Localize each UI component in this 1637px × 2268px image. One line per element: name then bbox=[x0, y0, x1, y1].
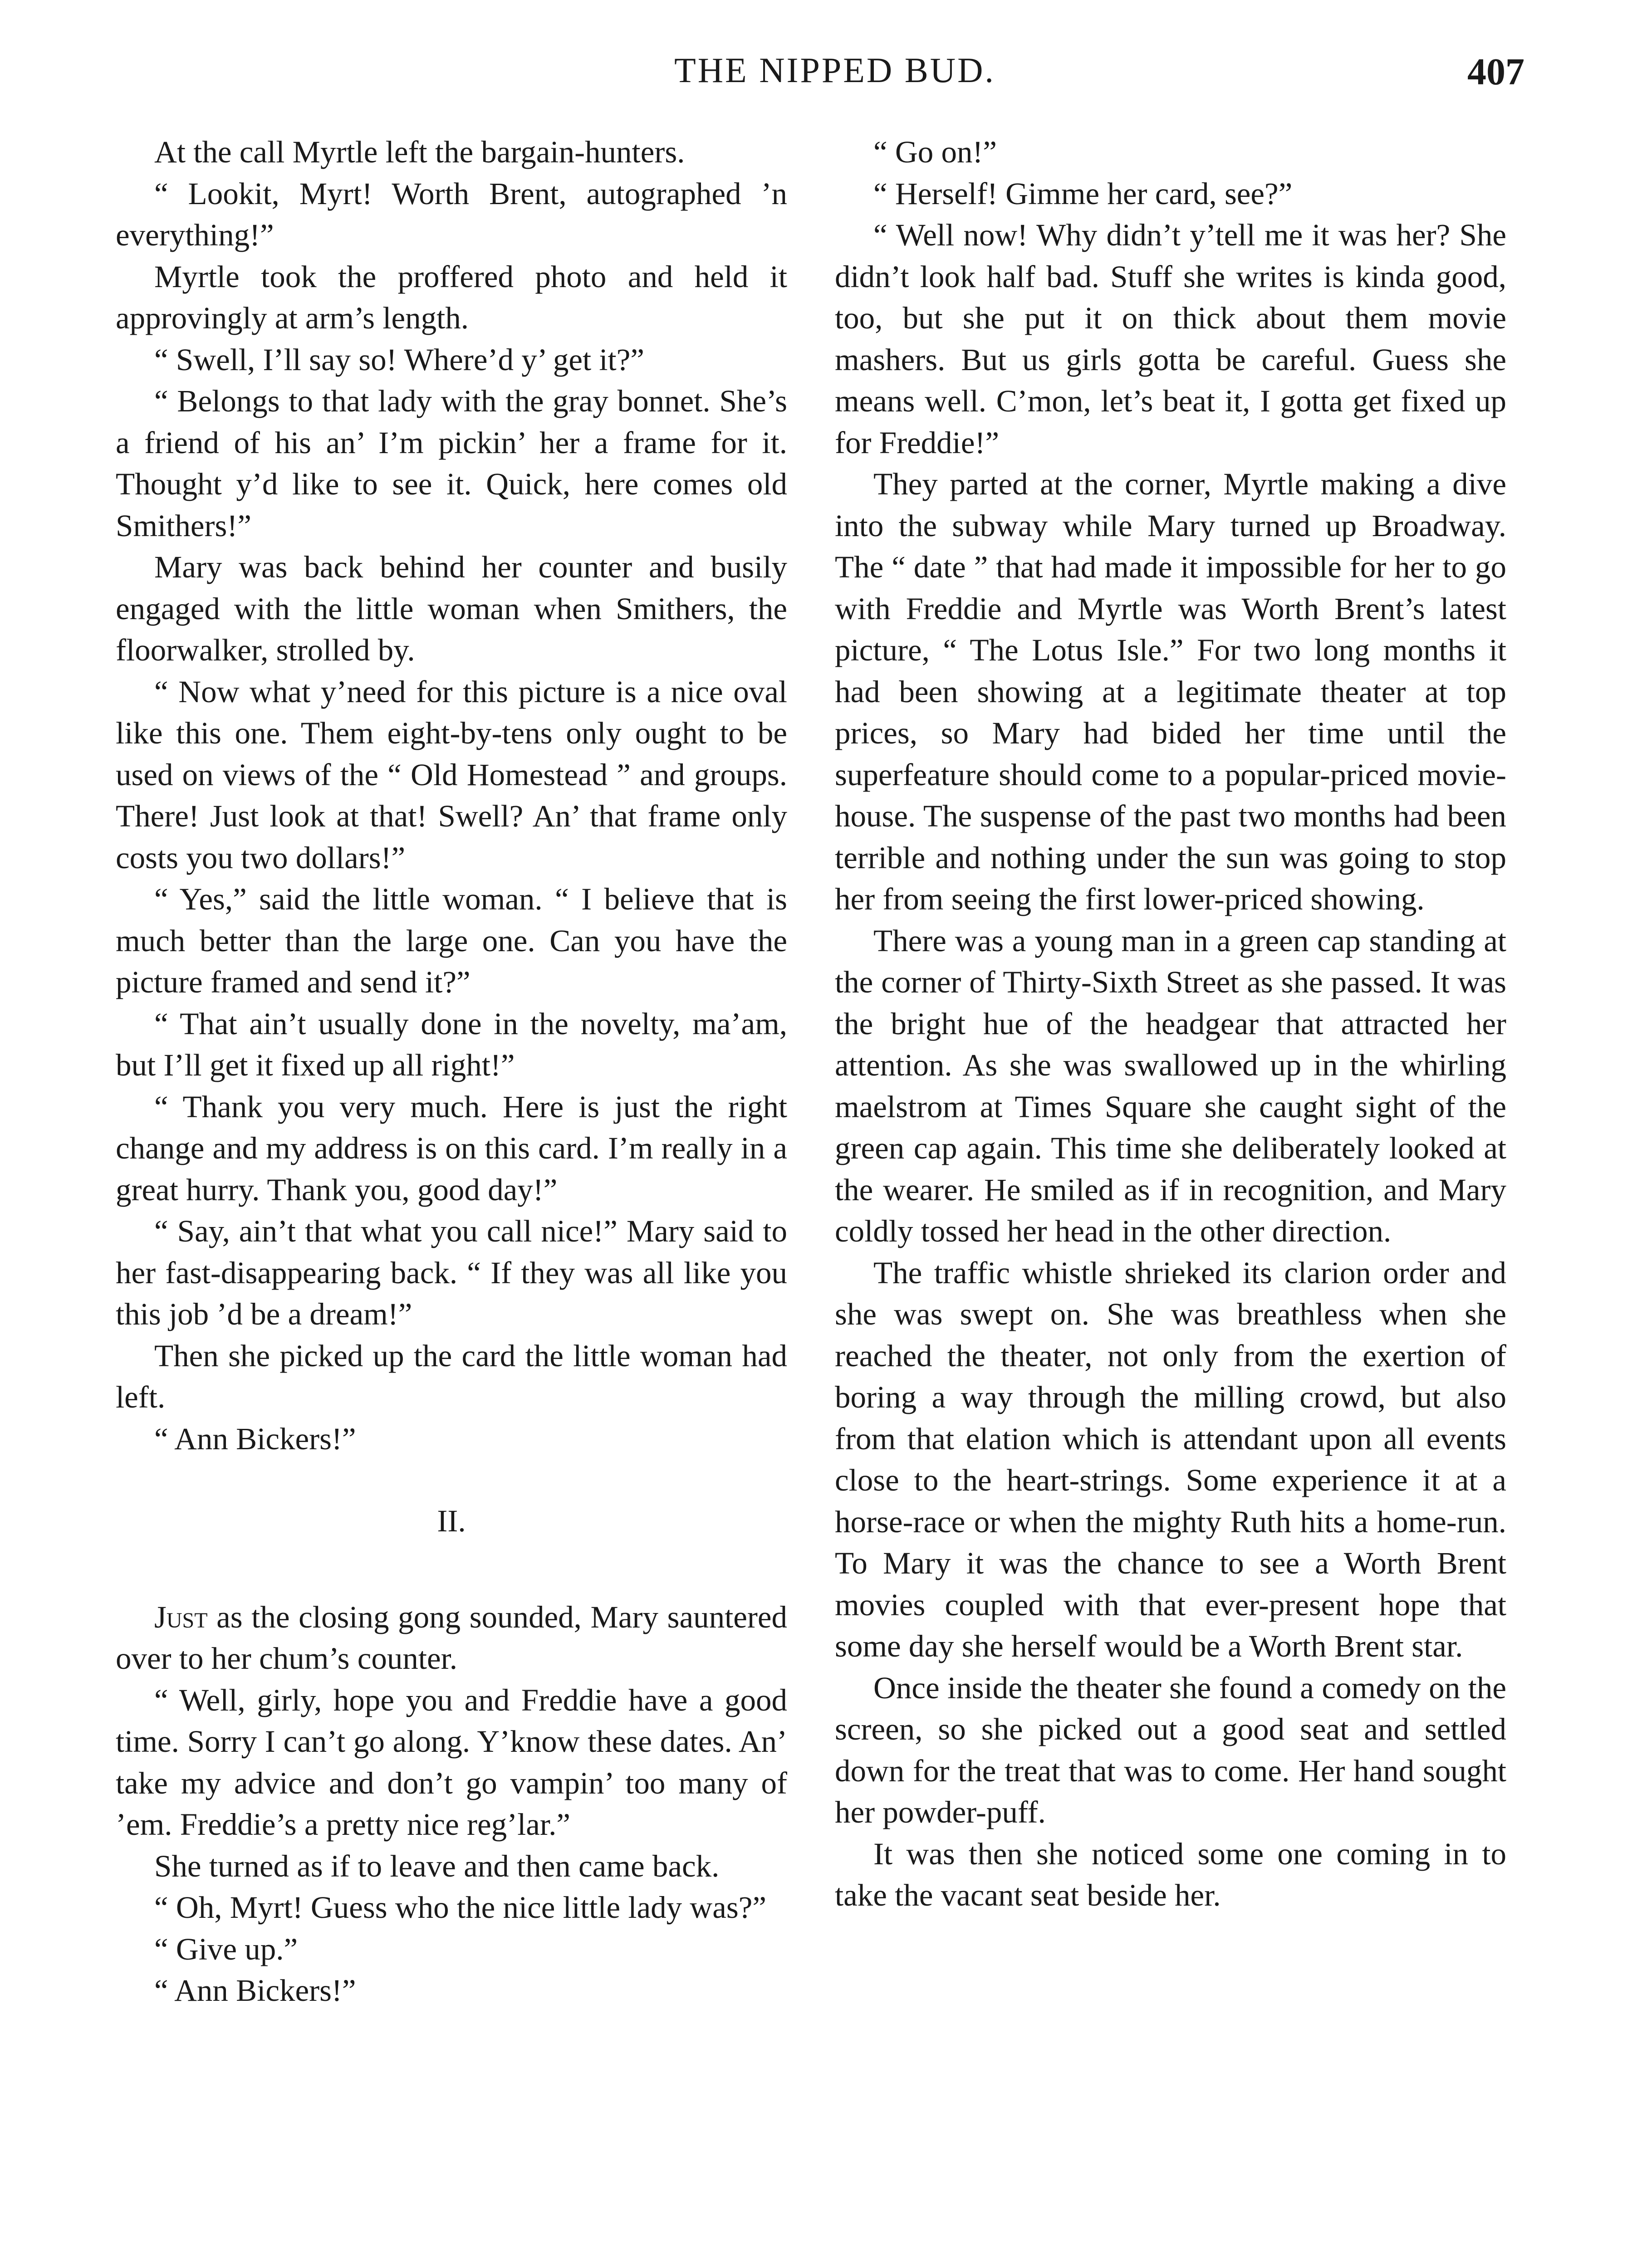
running-title: THE NIPPED BUD. bbox=[674, 50, 995, 90]
paragraph: “ Lookit, Myrt! Worth Brent, autographed ’n everything!” bbox=[116, 176, 787, 252]
running-head bbox=[0, 50, 1637, 100]
paragraph: “ Yes,” said the little woman. “ I believe that is much better than the large one. Can you have the picture framed and send it?” bbox=[116, 882, 787, 999]
section-first-paragraph-text: as the closing gong sounded, Mary sauntered over to her chum’s counter. bbox=[116, 1599, 787, 1676]
left-column bbox=[116, 132, 787, 2012]
paragraph: At the call Myrtle left the bargain-hunters. bbox=[154, 135, 685, 169]
paragraph: “ Belongs to that lady with the gray bonnet. She’s a friend of his an’ I’m pickin’ her a frame for it. Thought y’d like to see it. Quick, here comes old Smithers!” bbox=[116, 384, 787, 543]
right-column bbox=[835, 132, 1506, 1916]
paragraph: “ Ann Bickers!” bbox=[154, 1973, 356, 2008]
section-heading: II. bbox=[437, 1504, 466, 1538]
paragraph: Once inside the theater she found a comedy on the screen, so she picked out a good seat and settled down for the treat that was to come. Her hand sought her powder-puff. bbox=[835, 1670, 1506, 1829]
paragraph: “ Swell, I’ll say so! Where’d y’ get it?” bbox=[154, 342, 644, 377]
paragraph: “ Thank you very much. Here is just the right change and my address is on this card. I’m really in a great hurry. Thank you, good day!” bbox=[116, 1089, 787, 1207]
paragraph: They parted at the corner, Myrtle making a dive into the subway while Mary turned up Broadway. The “ date ” that had made it impossible for her to go with Freddie and Myrtle was Worth Brent’s latest picture, “ The Lotus Isle.” For two long months it had been showing at a legitimate theater at top prices, so Mary had bided her time until the superfeature should come to a popular-priced movie-house. The suspense of the past two months had been terrible and nothing under the sun was going to stop her from seeing the first lower-priced showing. bbox=[835, 467, 1506, 916]
paragraph: She turned as if to leave and then came back. bbox=[154, 1848, 720, 1883]
paragraph: There was a young man in a green cap standing at the corner of Thirty-Sixth Street as she passed. It was the bright hue of the headgear that attracted her attention. As she was swallowed up in the whirling maelstrom at Times Square she caught sight of the green cap again. This time she deliberately looked at the wearer. He smiled as if in recognition, and Mary coldly tossed her head in the other direction. bbox=[835, 923, 1506, 1248]
paragraph: “ Give up.” bbox=[154, 1931, 298, 1966]
paragraph: Then she picked up the card the little woman had left. bbox=[116, 1338, 787, 1414]
paragraph: The traffic whistle shrieked its clarion order and she was swept on. She was breathless when she reached the theater, not only from the exertion of boring a way through the milling crowd, but also from that elation which is attendant upon all events close to the heart-strings. Some experience it at a horse-race or when the mighty Ruth hits a home-run. To Mary it was the chance to see a Worth Brent movies coupled with that ever-present hope that some day she herself would be a Worth Brent star. bbox=[835, 1255, 1506, 1663]
paragraph: Myrtle took the proffered photo and held it approvingly at arm’s length. bbox=[116, 259, 787, 335]
paragraph: “ Say, ain’t that what you call nice!” Mary said to her fast-disappearing back. “ If they was all like you this job ’d be a dream!” bbox=[116, 1214, 787, 1331]
paragraph: Mary was back behind her counter and busily engaged with the little woman when Smithers, the floorwalker, strolled by. bbox=[116, 550, 787, 667]
paragraph: “ Now what y’need for this picture is a nice oval like this one. Them eight-by-tens only ought to be used on views of the “ Old Homestead ” and groups. There! Just look at that! Swell? An’ that frame only costs you two dollars!” bbox=[116, 674, 787, 875]
paragraph: “ Go on!” bbox=[873, 135, 997, 169]
paragraph: “ Oh, Myrt! Guess who the nice little lady was?” bbox=[154, 1890, 766, 1925]
page-number: 407 bbox=[1467, 51, 1524, 93]
paragraph: “ Ann Bickers!” bbox=[154, 1421, 356, 1456]
paragraph: “ That ain’t usually done in the novelty, ma’am, but I’ll get it fixed up all right!” bbox=[116, 1006, 787, 1082]
paragraph: “ Well now! Why didn’t y’tell me it was her? She didn’t look half bad. Stuff she writes is kinda good, too, but she put it on thick about them movie mashers. But us girls gotta be careful. Guess she means well. C’mon, let’s beat it, I gotta get fixed up for Freddie!” bbox=[835, 218, 1506, 460]
paragraph: “ Well, girly, hope you and Freddie have a good time. Sorry I can’t go along. Y’know these dates. An’ take my advice and don’t go vampin’ too many of ’em. Freddie’s a pretty nice reg’lar.” bbox=[116, 1682, 787, 1842]
section-first-paragraph bbox=[116, 1597, 787, 1680]
paragraph: It was then she noticed some one coming in to take the vacant seat beside her. bbox=[835, 1836, 1506, 1912]
paragraph: “ Herself! Gimme her card, see?” bbox=[873, 176, 1293, 211]
section-lead-word: Just bbox=[154, 1599, 208, 1634]
